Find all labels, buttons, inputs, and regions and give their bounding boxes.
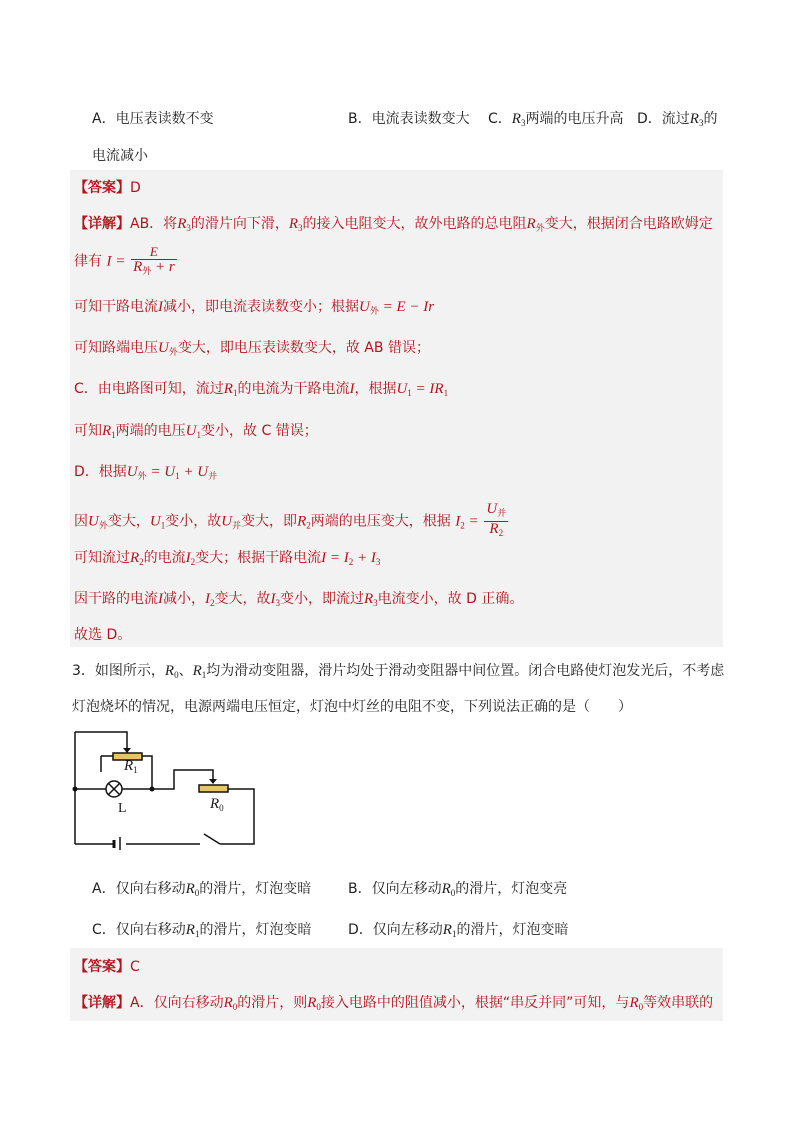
junction-dot	[73, 787, 78, 792]
detail-line-2: 律有 I = $\frac{E}{R_外 + r}$	[74, 244, 177, 279]
answer3-detail-line-1: 【详解】A．仅向右移动$R_0$的滑片，则$R_0$接入电路中的阻值减小，根据“串反并同”可知，与$R_0$等效串联的	[74, 995, 714, 1012]
lamp-label: L	[118, 801, 127, 816]
option-c-prev: C．$R_3$两端的电压升高	[488, 111, 624, 128]
answer-line: 【答案】D	[74, 180, 141, 196]
r1-label: $R_1$	[124, 758, 138, 775]
switch-icon	[204, 834, 220, 844]
detail-line-9: 可知流过$R_2$的电流$I_2$变大；根据干路电流$I = I_2 + I_3$	[74, 550, 381, 567]
detail-line-11: 故选 D。	[74, 627, 132, 643]
r0-resistor	[199, 785, 228, 792]
fraction-U-over-R2: $\frac{U_并}{R_2}$	[484, 502, 508, 541]
option-b-prev: B．电流表读数变大	[348, 111, 470, 127]
detail-line-5: C．由电路图可知，流过$R_1$的电流为干路电流I，根据$U_1 = IR_1$	[74, 381, 449, 398]
r1-right-wire	[142, 756, 152, 789]
question-3-line-2: 灯泡烧坏的情况，电源两端电压恒定，灯泡中灯丝的电阻不变，下列说法正确的是（ ）	[72, 699, 632, 715]
r0-label: $R_0$	[210, 796, 224, 813]
detail-line-4: 可知路端电压$U_外$变大，即电压表读数变大，故 AB 错误；	[74, 340, 430, 357]
detail-line-10: 因干路的电流I减小，$I_2$变大，故$I_3$变小，即流过$R_3$电流变小，故 D 正确。	[74, 591, 524, 608]
option-d-continuation: 电流减小	[92, 148, 148, 164]
r0-arrow-icon	[209, 779, 217, 784]
detail-line-7: D．根据$U_外 = U_1 + U_并$	[74, 464, 218, 481]
answer-block-3	[70, 948, 723, 1021]
q3-option-d: D．仅向左移动$R_1$的滑片，灯泡变暗	[348, 922, 569, 939]
circuit-diagram	[70, 728, 262, 850]
detail-line-3: 可知干路电流I减小，即电流表读数变小；根据$U_外 = E - Ir$	[74, 299, 435, 316]
question-3-line-1: 3．如图所示，$R_0$、$R_1$均为滑动变阻器，滑片均处于滑动变阻器中间位置。闭合电路使灯泡发光后，不考虑	[72, 663, 725, 680]
junction-dot	[150, 787, 155, 792]
detail-line-1: 【详解】AB．将$R_3$的滑片向下滑，$R_3$的接入电阻变大，故外电路的总电阻$R_外$变大，根据闭合电路欧姆定	[74, 216, 713, 233]
q3-option-b: B．仅向左移动$R_0$的滑片，灯泡变亮	[348, 881, 568, 898]
q3-option-c: C．仅向右移动$R_1$的滑片，灯泡变暗	[92, 922, 312, 939]
option-d-prev: D．流过$R_3$的	[637, 111, 718, 128]
detail-line-8: 因$U_外$变大，$U_1$变小，故$U_并$变大，即$R_2$两端的电压变大，根据 $I_2$ = $\frac{U_并}{R_2}$	[74, 502, 508, 541]
fraction-E-over-R: $\frac{E}{R_外 + r}$	[131, 244, 177, 279]
answer3-line: 【答案】C	[74, 959, 140, 975]
answer-block-1	[70, 170, 723, 647]
detail-line-6: 可知$R_1$两端的电压$U_1$变小，故 C 错误；	[74, 423, 318, 440]
r0-right-wire	[220, 789, 254, 844]
option-a-prev: A．电压表读数不变	[92, 111, 214, 127]
q3-option-a: A．仅向右移动$R_0$的滑片，灯泡变暗	[92, 881, 312, 898]
top-wire	[75, 732, 127, 748]
